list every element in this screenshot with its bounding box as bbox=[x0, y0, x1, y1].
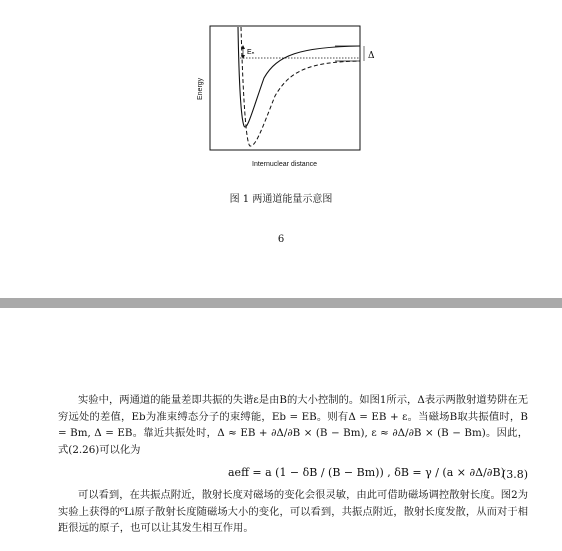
energy-diagram bbox=[180, 14, 380, 174]
paragraph-2: 可以看到，在共振点附近，散射长度对磁场的变化会很灵敏，由此可借助磁场调控散射长度。图2为实验上获得的⁶Li原子散射长度随磁场大小的变化，可以看到，共振点附近，散射长度发散，从而对于相距很远的原子，也可以让其发生相互作用。 bbox=[58, 489, 528, 534]
delta-label: Δ bbox=[368, 51, 375, 61]
y-axis-label: Energy bbox=[197, 77, 204, 100]
equation-3-8 bbox=[58, 462, 528, 486]
equation-body: aeff = a (1 − δB / (B − Bm)) , δB = γ / (a × ∂Δ/∂B) bbox=[228, 466, 505, 479]
x-axis-label: Internuclear distance bbox=[252, 161, 317, 168]
equation-number: (3.8) bbox=[501, 468, 528, 481]
page-number: 6 bbox=[277, 234, 285, 245]
curve-dashed bbox=[241, 27, 360, 146]
plot-frame bbox=[210, 26, 360, 150]
page-divider bbox=[0, 298, 562, 308]
figure-caption: 图 1 两通道能量示意图 bbox=[229, 194, 333, 205]
curve-solid bbox=[238, 27, 360, 127]
eb-label: Eₙ bbox=[247, 49, 255, 56]
paragraph-1: 实验中，两通道的能量差即共振的失谐ε是由B的大小控制的。如图1所示，Δ表示两散射道势阱在无穷远处的差值，Eb为准束缚态分子的束缚能，Eb = EB。则有Δ = EB + ε。当磁场B取共振值时，B = Bm, Δ = EB。靠近共振处时，Δ ≈ EB + ∂Δ/∂B × (B − Bm), ε ≈ ∂Δ/∂B × (B − Bm)。因此，式(2.26)可以化为 bbox=[58, 394, 528, 456]
